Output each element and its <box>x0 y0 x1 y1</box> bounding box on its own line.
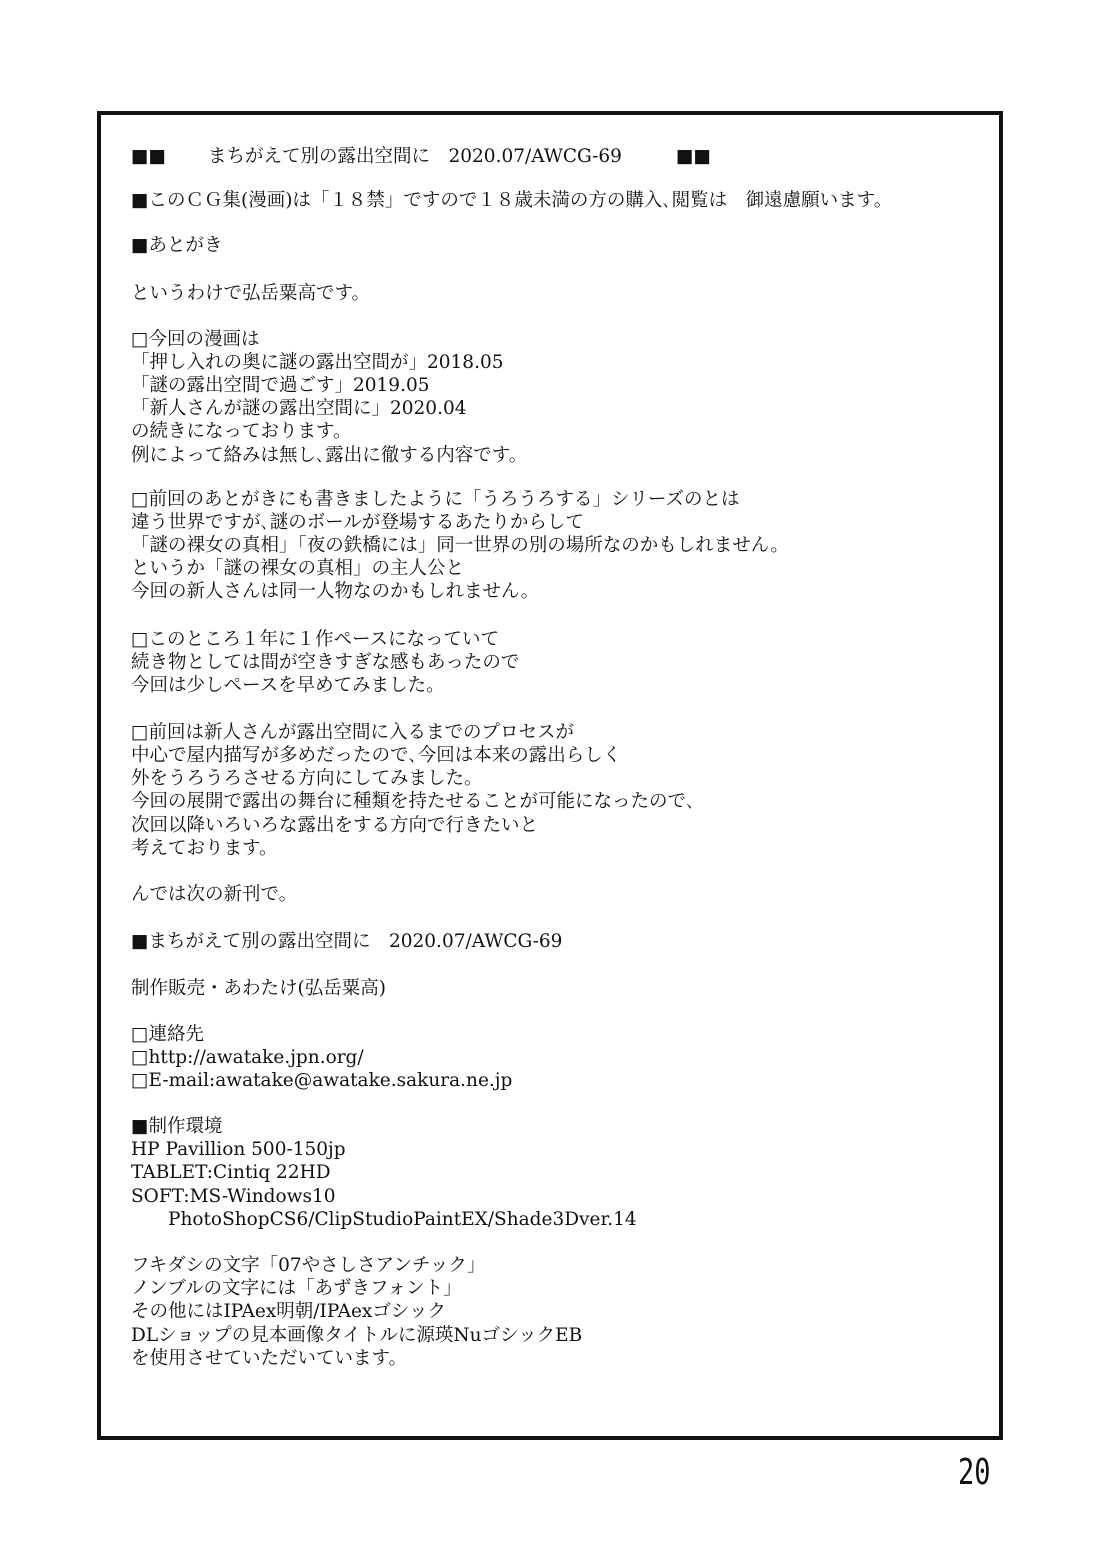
body-line: ■まちがえて別の露出空間に 2020.07/AWCG-69 <box>131 931 563 952</box>
body-line: 「新人さんが謎の露出空間に」2020.04 <box>131 398 467 419</box>
body-line: ノンブルの文字には「あずきフォント」 <box>131 1278 462 1299</box>
body-line: 今回は少しペースを早めてみました。 <box>131 675 445 696</box>
body-line: の続きになっております。 <box>131 421 352 442</box>
body-line: その他にはIPAex明朝/IPAexゴシック <box>131 1301 446 1322</box>
body-line: ■制作環境 <box>131 1116 223 1137</box>
body-line: 違う世界ですが､謎のボールが登場するあたりからして <box>131 512 584 533</box>
header-marks-left: ■■ <box>131 146 166 167</box>
body-line: 考えております。 <box>131 838 278 859</box>
body-line: 中心で屋内描写が多めだったので､今回は本来の露出らしく <box>131 745 622 766</box>
body-line: 「押し入れの奥に謎の露出空間が」2018.05 <box>131 352 504 373</box>
body-line: フキダシの文字「07やさしさアンチック」 <box>131 1255 486 1276</box>
body-line: 「謎の露出空間で過ごす」2019.05 <box>131 375 430 396</box>
body-line: TABLET:Cintiq 22HD <box>131 1162 331 1183</box>
header-marks-right: ■■ <box>676 146 711 167</box>
body-line: んでは次の新刊で。 <box>131 884 298 905</box>
body-line: □今回の漫画は <box>131 329 260 350</box>
body-line: □このところ１年に１作ペースになっていて <box>131 629 500 650</box>
body-line: □前回は新人さんが露出空間に入るまでのプロセスが <box>131 722 574 743</box>
page-number: 20 <box>958 1452 991 1493</box>
body-line: というわけで弘岳粟高です。 <box>131 283 371 304</box>
body-line: □連絡先 <box>131 1024 204 1045</box>
body-line: 続き物としては間が空きすぎな感もあったので <box>131 652 520 673</box>
body-line: を使用させていただいています。 <box>131 1348 408 1369</box>
body-line: ■あとがき <box>131 235 223 256</box>
body-line: □E-mail:awatake@awatake.sakura.ne.jp <box>131 1070 513 1091</box>
body-line: というか「謎の裸女の真相」の主人公と <box>131 558 465 579</box>
body-line: HP Pavillion 500-150jp <box>131 1139 346 1160</box>
body-line: 今回の新人さんは同一人物なのかもしれません。 <box>131 581 540 602</box>
body-line: 今回の展開で露出の舞台に種類を持たせることが可能になったので､ <box>131 791 696 812</box>
body-line: PhotoShopCS6/ClipStudioPaintEX/Shade3Dver.14 <box>131 1209 637 1230</box>
body-line: 外をうろうろさせる方向にしてみました。 <box>131 768 483 789</box>
body-line: 例によって絡みは無し､露出に徹する内容です。 <box>131 445 528 466</box>
body-line: □前回のあとがきにも書きましたように「うろうろする」シリーズのとは <box>131 489 740 510</box>
header-title: まちがえて別の露出空間に 2020.07/AWCG-69 <box>208 146 622 167</box>
body-line: 「謎の裸女の真相」「夜の鉄橋には」同一世界の別の場所なのかもしれません。 <box>131 535 789 556</box>
body-line: 次回以降いろいろな露出をする方向で行きたいと <box>131 815 539 836</box>
body-line: □http://awatake.jpn.org/ <box>131 1047 364 1068</box>
body-line: DLショップの見本画像タイトルに源瑛NuゴシックEB <box>131 1325 583 1346</box>
body-line: ■このＣＧ集(漫画)は「１８禁」ですので１８歳未満の方の購入､閲覧は 御遠慮願います。 <box>131 190 893 211</box>
body-line: 制作販売・あわたけ(弘岳粟高) <box>131 978 386 999</box>
body-line: SOFT:MS-Windows10 <box>131 1186 336 1207</box>
